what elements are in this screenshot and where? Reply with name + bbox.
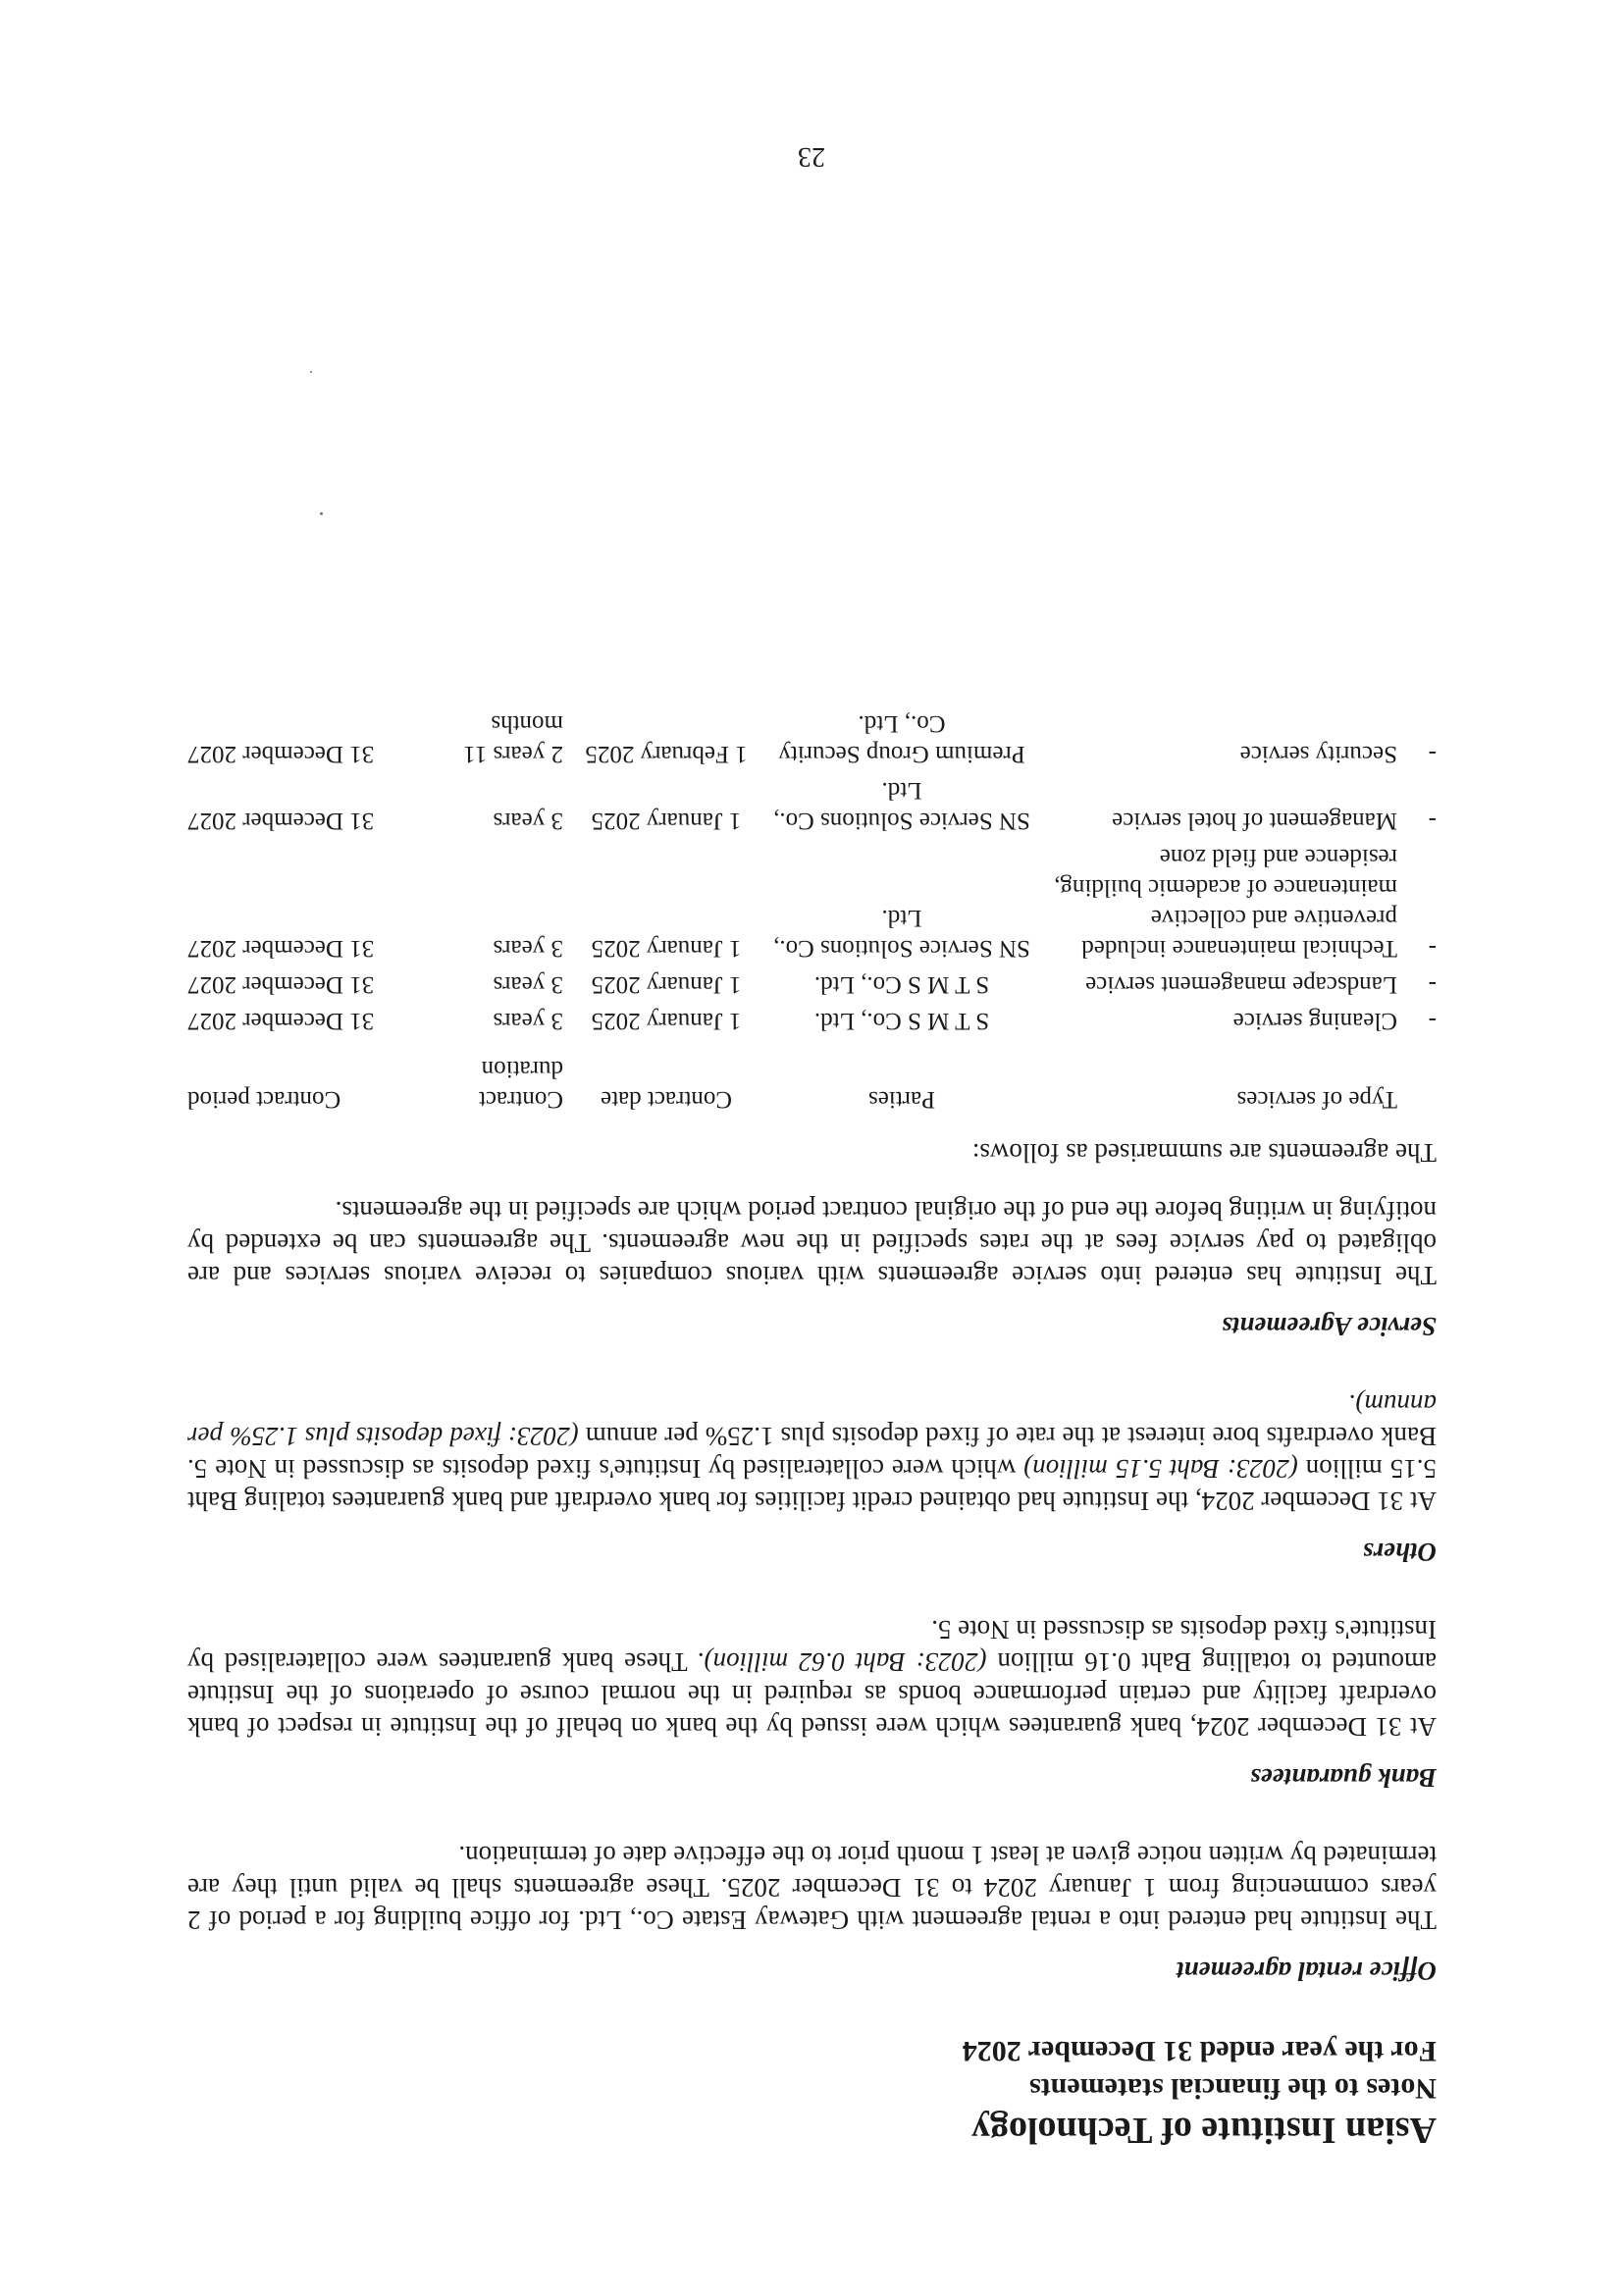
contract-date: 1 February 2025 bbox=[585, 741, 748, 767]
others-text bbox=[187, 1387, 1437, 1517]
document-subtitle: Notes to the financial statements bbox=[1029, 2072, 1437, 2105]
contract-period: 31 December 2027 bbox=[187, 935, 375, 962]
row-bullet: - bbox=[1428, 971, 1437, 998]
row-bullet: - bbox=[1428, 1008, 1437, 1034]
contract-period: 31 December 2027 bbox=[187, 808, 375, 834]
service-type: Cleaning service bbox=[1232, 1008, 1397, 1034]
table-row bbox=[187, 769, 1437, 836]
organization-name: Asian Institute of Technology bbox=[970, 2110, 1437, 2151]
service-type: Security service bbox=[1239, 741, 1397, 767]
contract-duration: 2 years 11 months bbox=[463, 710, 563, 767]
service-parties: S T M S Co., Ltd. bbox=[813, 971, 990, 998]
page-content bbox=[187, 703, 1437, 2154]
bank-guarantees-heading: Bank guarantees bbox=[1250, 1763, 1437, 1793]
col-date-header: Contract date bbox=[601, 1086, 732, 1113]
bank-guarantees-text-b: . These bank guarantees were collateralised by Institute's fixed deposits as discussed in Note 5. bbox=[187, 1615, 1437, 1677]
service-type: Management of hotel service bbox=[1112, 808, 1397, 834]
service-agreements-intro: The agreements are summarised as follows: bbox=[971, 1138, 1437, 1168]
col-parties-header: Parties bbox=[867, 1086, 936, 1113]
service-agreements-text: The Institute has entered into service agreements with various companies to receive various services and are obligated to pay service fees at the rates specified in the new agreements. The agreements can be extended by notifying in writing before the end of the original contract period which are specified in the agreements. bbox=[187, 1196, 1437, 1290]
others-text-c: . bbox=[1348, 1389, 1356, 1419]
service-parties: Premium Group Security Co., Ltd. bbox=[778, 710, 1025, 767]
service-type: Landscape management service bbox=[1085, 971, 1397, 998]
service-parties: SN Service Solutions Co., Ltd. bbox=[773, 905, 1030, 962]
contract-date: 1 January 2025 bbox=[591, 935, 742, 962]
others-text-b: which were collateralised by Institute's fixed deposits as discussed in Note 5. Bank overdrafts bore interest at the rate of fixed deposits plus 1.25% per annum bbox=[187, 1422, 1437, 1484]
service-agreements-heading: Service Agreements bbox=[1222, 1312, 1437, 1341]
scan-speck bbox=[310, 371, 312, 373]
contract-date: 1 January 2025 bbox=[591, 1008, 742, 1034]
bank-guarantees-text-a: At 31 December 2024, bank guarantees which were issued by the bank on behalf of the Institute in respect of bank overdraft facility and certain performance bonds as required in the normal course of operations of the Institute amounted to totalling Baht 0.16 million bbox=[187, 1647, 1437, 1742]
document-header bbox=[187, 2032, 1437, 2154]
contract-period: 31 December 2027 bbox=[187, 971, 375, 998]
col-type-header: Type of services bbox=[1236, 1086, 1397, 1113]
service-type: Technical maintenance included preventive and collective maintenance of academic building, residence and field zone bbox=[1054, 844, 1397, 962]
contract-duration: 3 years bbox=[493, 935, 563, 962]
row-bullet: - bbox=[1428, 741, 1437, 767]
contract-duration: 3 years bbox=[493, 808, 563, 834]
office-rental-heading: Office rental agreement bbox=[1177, 1957, 1437, 1986]
table-header-row bbox=[187, 1036, 1437, 1115]
col-duration-header: Contract duration bbox=[478, 1056, 563, 1113]
row-bullet: - bbox=[1428, 935, 1437, 962]
contract-period: 31 December 2027 bbox=[187, 1008, 375, 1034]
table-row bbox=[187, 1000, 1437, 1036]
contract-date: 1 January 2025 bbox=[591, 808, 742, 834]
others-text-a: At 31 December 2024, the Institute had obtained credit facilities for bank overdraft and bank guarantees totaling Baht 5.15 million bbox=[187, 1454, 1437, 1516]
table-row bbox=[187, 703, 1437, 769]
service-parties: SN Service Solutions Co., Ltd. bbox=[773, 777, 1030, 834]
page-number: 23 bbox=[798, 141, 825, 172]
contract-period: 31 December 2027 bbox=[187, 741, 375, 767]
row-bullet: - bbox=[1428, 808, 1437, 834]
table-row bbox=[187, 964, 1437, 1000]
bank-guarantees-prior-year: (2023: Baht 0.62 million) bbox=[704, 1647, 987, 1677]
contract-duration: 3 years bbox=[493, 971, 563, 998]
office-rental-text: The Institute had entered into a rental agreement with Gateway Estate Co., Ltd. for office building for a period of 2 years commencing from 1 January 2024 to 31 December 2025. These agreements shall be valid until they are terminated by written notice given at least 1 month prior to the effective date of termination. bbox=[187, 1841, 1437, 1935]
others-prior-year-amount: (2023: Baht 5.15 million) bbox=[1023, 1454, 1298, 1484]
table-row bbox=[187, 836, 1437, 964]
contract-date: 1 January 2025 bbox=[591, 971, 742, 998]
others-prior-year-rate: (2023: fixed deposits plus 1.25% per annum) bbox=[187, 1389, 1437, 1451]
reporting-period: For the year ended 31 December 2024 bbox=[962, 2035, 1437, 2067]
scan-speck bbox=[320, 512, 323, 515]
col-period-header: Contract period bbox=[187, 1086, 341, 1113]
bank-guarantees-text bbox=[187, 1613, 1437, 1743]
others-heading: Others bbox=[1362, 1538, 1437, 1567]
service-agreements-table bbox=[187, 703, 1437, 1115]
contract-duration: 3 years bbox=[493, 1008, 563, 1034]
service-parties: S T M S Co., Ltd. bbox=[813, 1008, 990, 1034]
